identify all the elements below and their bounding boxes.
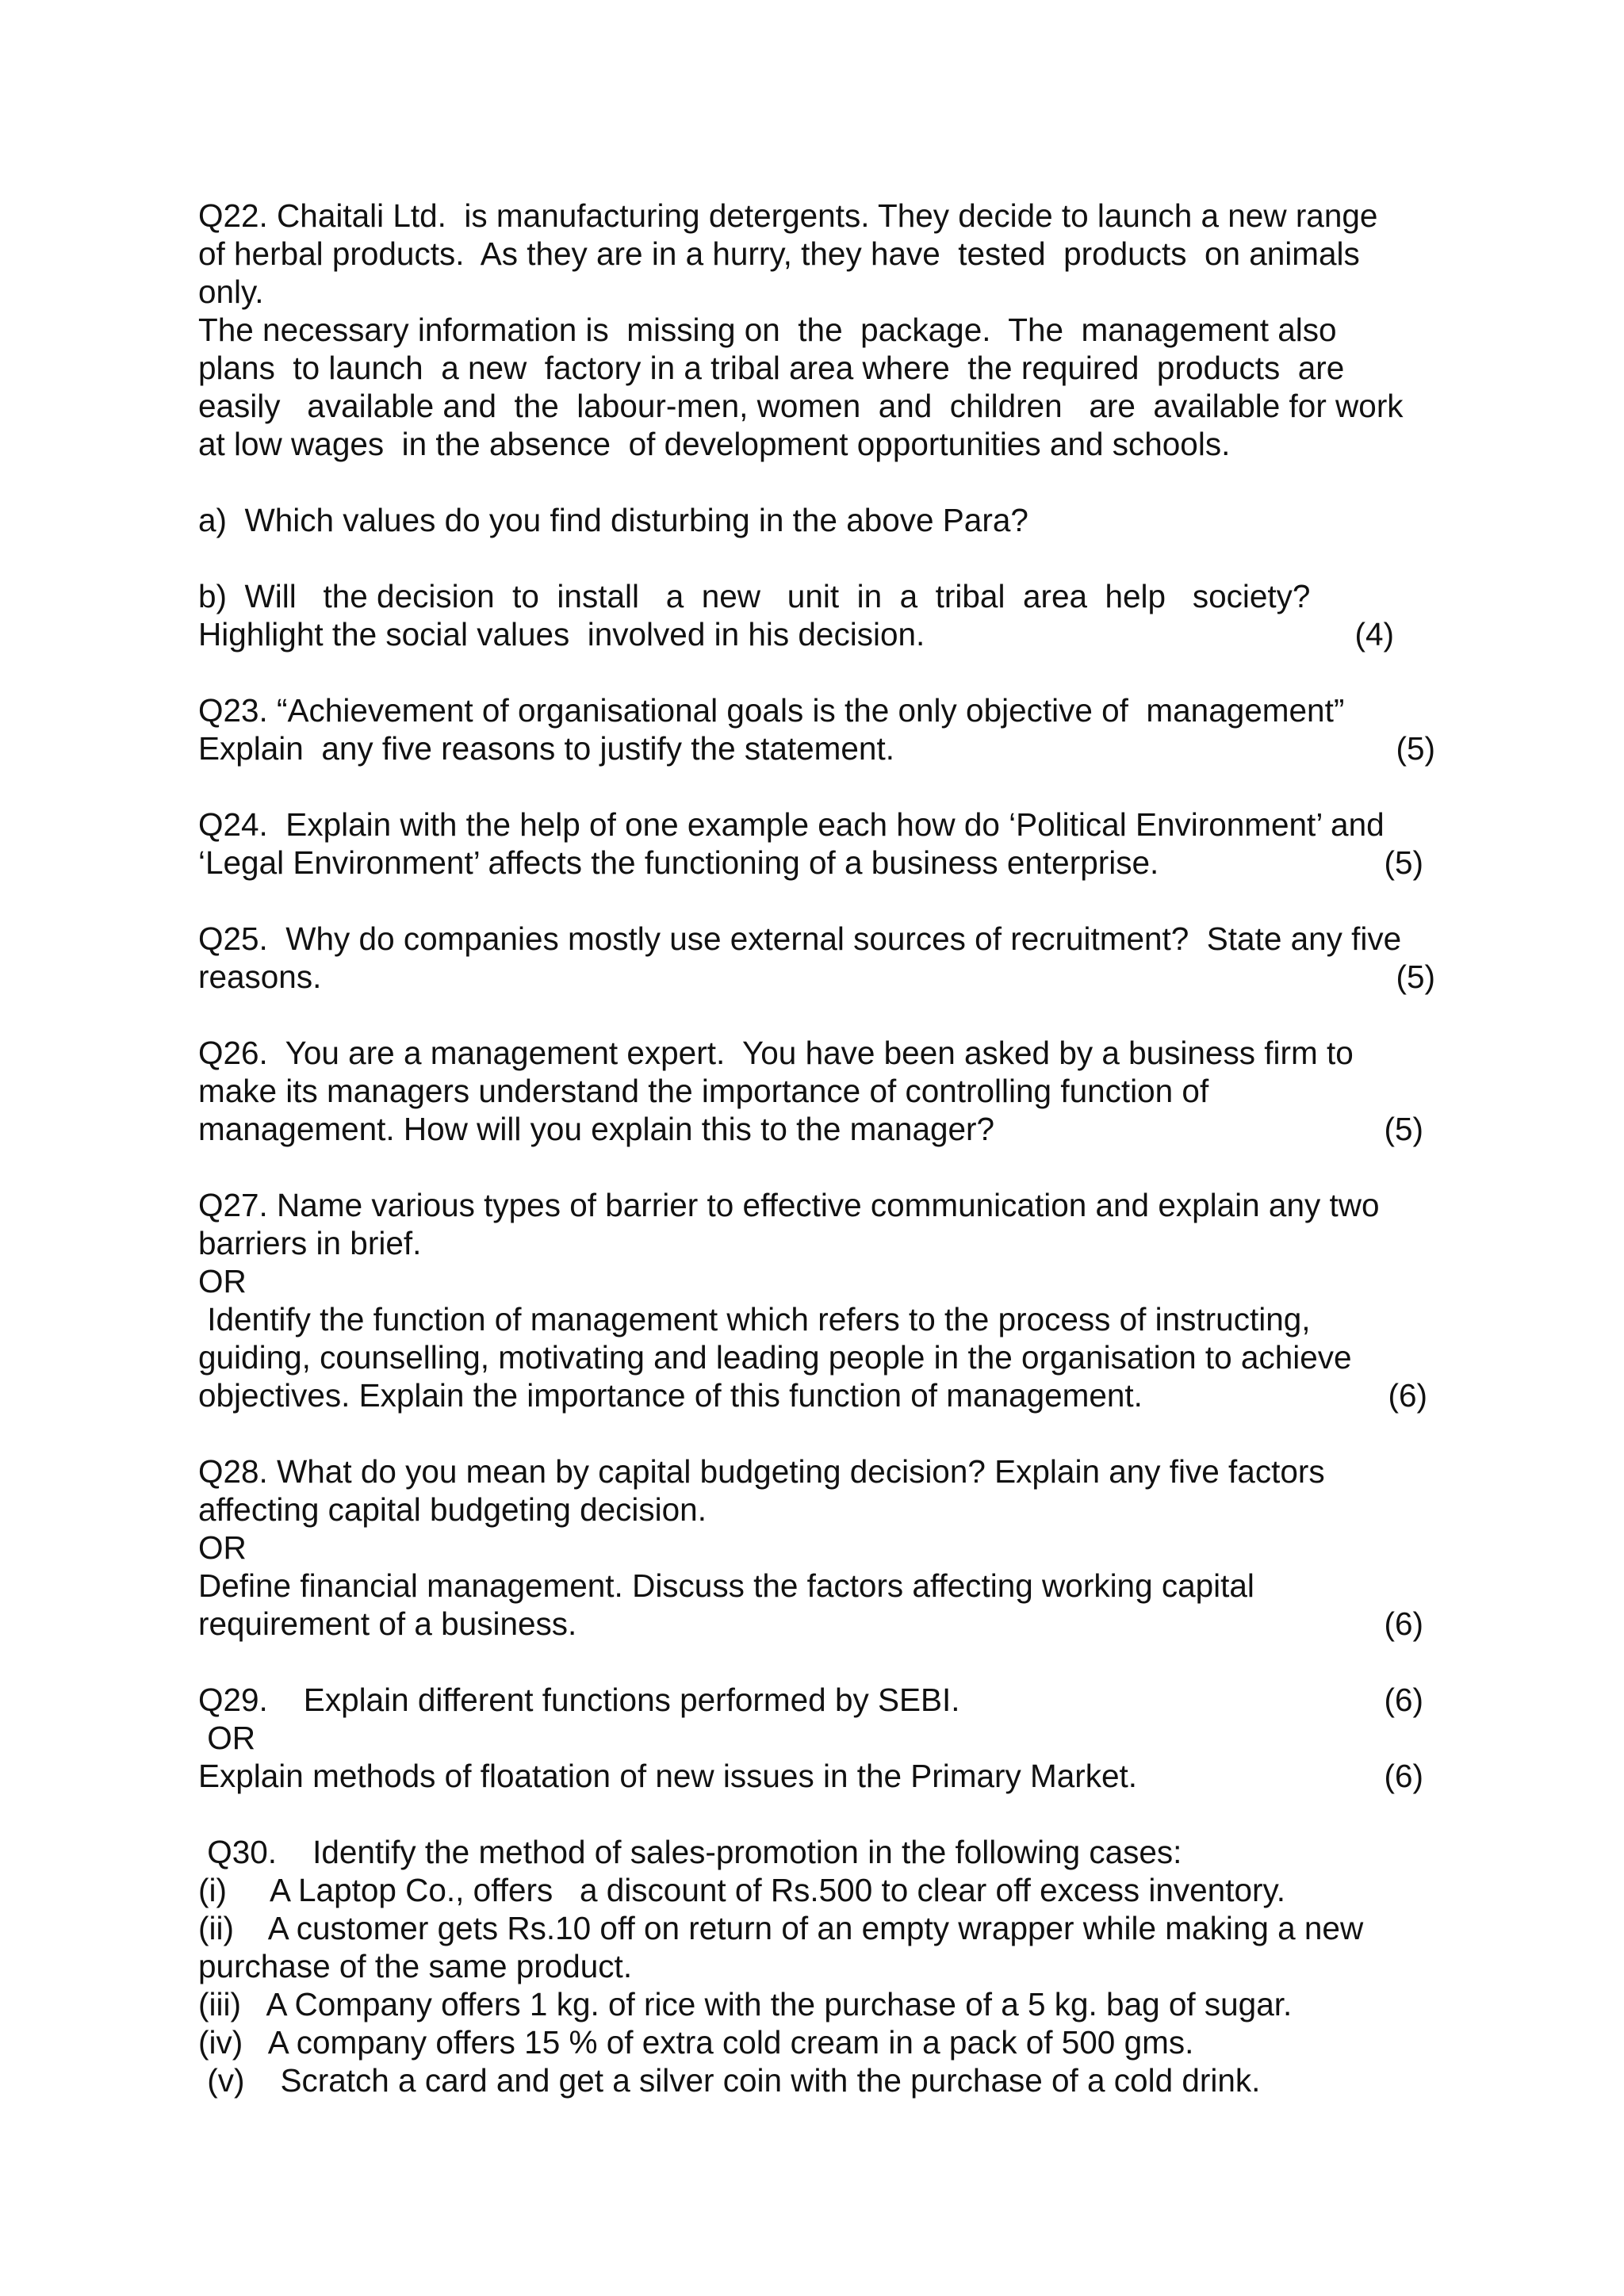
question-26-text-line: make its managers understand the importance of controlling function of	[198, 1073, 1209, 1109]
question-27-text-line: Identify the function of management which refers to the process of instructing,	[198, 1301, 1311, 1337]
question-26-row	[198, 1110, 1423, 1148]
question-22-text-line: Q22. Chaitali Ltd. is manufacturing detergents. They decide to launch a new range	[198, 197, 1378, 234]
question-paper-content	[198, 197, 1443, 2099]
question-29-marks: (6)	[1384, 1758, 1423, 1794]
question-23-row	[198, 729, 1435, 767]
question-22-part-b-text: Highlight the social values involved in his decision.	[198, 616, 925, 652]
question-28-text-line: Define financial management. Discuss the factors affecting working capital	[198, 1567, 1254, 1604]
spacer	[198, 767, 1443, 806]
question-22-text-line: easily available and the labour-men, women and children are available for work	[198, 388, 1404, 424]
question-24	[198, 806, 1443, 882]
question-27-text-line: guiding, counselling, motivating and leading people in the organisation to achieve	[198, 1339, 1352, 1376]
question-29-row	[198, 1681, 1423, 1719]
question-25	[198, 920, 1443, 996]
question-22-text-line: plans to launch a new factory in a tribal area where the required products are	[198, 350, 1345, 386]
spacer	[198, 1643, 1443, 1681]
question-23-marks: (5)	[1396, 730, 1435, 767]
question-22-part-b-row	[198, 615, 1394, 653]
question-22-marks: (4)	[1354, 616, 1394, 652]
question-29-marks: (6)	[1384, 1682, 1423, 1718]
question-26-text-line: management. How will you explain this to the manager?	[198, 1111, 995, 1147]
spacer	[198, 463, 1443, 501]
question-30-item: (v) Scratch a card and get a silver coin with the purchase of a cold drink.	[198, 2062, 1261, 2099]
question-27-row	[198, 1376, 1427, 1414]
spacer	[198, 1148, 1443, 1186]
spacer	[198, 1414, 1443, 1452]
question-28-text-line: affecting capital budgeting decision.	[198, 1491, 707, 1528]
question-30-heading: Q30. Identify the method of sales-promotion in the following cases:	[198, 1834, 1182, 1870]
question-30-item: (iv) A company offers 15 % of extra cold cream in a pack of 500 gms.	[198, 2024, 1194, 2061]
question-22-part-a: a) Which values do you find disturbing in the above Para?	[198, 502, 1028, 538]
question-22-part-b: b) Will the decision to install a new unit in a tribal area help society?	[198, 578, 1311, 614]
question-28	[198, 1452, 1443, 1643]
question-27-text-line: objectives. Explain the importance of this function of management.	[198, 1377, 1143, 1414]
question-23-text-line: Explain any five reasons to justify the statement.	[198, 730, 894, 767]
question-28-marks: (6)	[1384, 1605, 1423, 1642]
question-22-text-line: only.	[198, 274, 264, 310]
question-22	[198, 197, 1443, 653]
question-28-text-line: Q28. What do you mean by capital budgeting decision? Explain any five factors	[198, 1453, 1325, 1490]
question-25-text-line: Q25. Why do companies mostly use external sources of recruitment? State any five	[198, 920, 1402, 957]
question-22-text-line: at low wages in the absence of development opportunities and schools.	[198, 426, 1231, 462]
spacer	[198, 996, 1443, 1034]
question-30-item: (iii) A Company offers 1 kg. of rice with the purchase of a 5 kg. bag of sugar.	[198, 1986, 1293, 2022]
question-23	[198, 691, 1443, 767]
question-30-item: purchase of the same product.	[198, 1948, 633, 1984]
question-29-row	[198, 1757, 1423, 1795]
question-24-row	[198, 844, 1423, 882]
spacer	[198, 539, 1443, 577]
question-29-or: OR	[198, 1720, 256, 1756]
question-24-text-line: Q24. Explain with the help of one example each how do ‘Political Environment’ and	[198, 806, 1385, 843]
question-28-row	[198, 1605, 1423, 1643]
question-27	[198, 1186, 1443, 1414]
question-24-marks: (5)	[1384, 844, 1423, 881]
spacer	[198, 653, 1443, 691]
question-28-or: OR	[198, 1529, 247, 1566]
question-27-marks: (6)	[1388, 1377, 1427, 1414]
question-27-or: OR	[198, 1263, 247, 1299]
question-26-text-line: Q26. You are a management expert. You have been asked by a business firm to	[198, 1035, 1354, 1071]
question-27-text-line: barriers in brief.	[198, 1225, 422, 1261]
question-29-text-line: Q29. Explain different functions performed by SEBI.	[198, 1682, 960, 1718]
question-25-text-line: reasons.	[198, 959, 322, 995]
question-25-row	[198, 958, 1435, 996]
spacer	[198, 882, 1443, 920]
question-26-marks: (5)	[1384, 1111, 1423, 1147]
spacer	[198, 1795, 1443, 1833]
question-27-text-line: Q27. Name various types of barrier to effective communication and explain any two	[198, 1187, 1380, 1223]
question-28-text-line: requirement of a business.	[198, 1605, 577, 1642]
question-25-marks: (5)	[1396, 959, 1435, 995]
question-24-text-line: ‘Legal Environment’ affects the functioning of a business enterprise.	[198, 844, 1159, 881]
question-29	[198, 1681, 1443, 1795]
question-29-text-line: Explain methods of floatation of new issues in the Primary Market.	[198, 1758, 1138, 1794]
question-22-text-line: The necessary information is missing on the package. The management also	[198, 312, 1337, 348]
question-26	[198, 1034, 1443, 1148]
question-22-text-line: of herbal products. As they are in a hurry, they have tested products on animals	[198, 235, 1360, 272]
question-30	[198, 1833, 1443, 2099]
question-30-item: (ii) A customer gets Rs.10 off on return of an empty wrapper while making a new	[198, 1910, 1364, 1946]
question-23-text-line: Q23. “Achievement of organisational goals is the only objective of management”	[198, 692, 1345, 729]
question-30-item: (i) A Laptop Co., offers a discount of Rs.500 to clear off excess inventory.	[198, 1872, 1285, 1908]
